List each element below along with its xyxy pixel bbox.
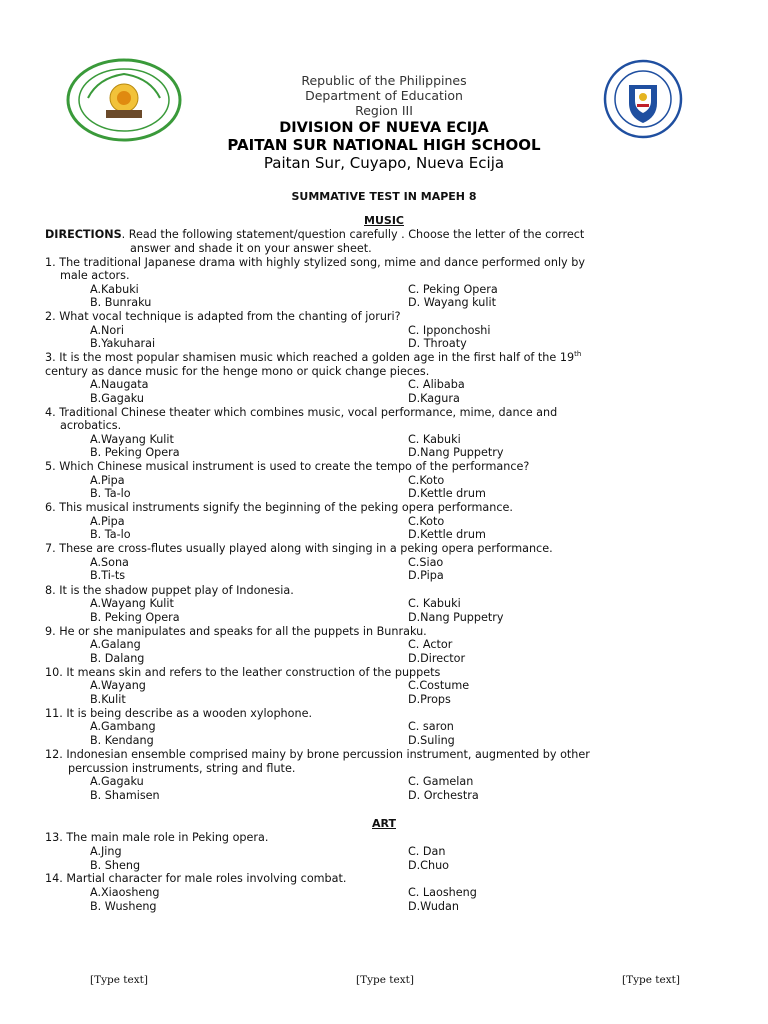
question-7: 7. These are cross-flutes usually played along with singing in a peking opera performance. bbox=[45, 542, 553, 555]
question-4: 4. Traditional Chinese theater which combines music, vocal performance, mime, dance and bbox=[45, 406, 558, 419]
header-republic: Republic of the Philippines bbox=[301, 73, 467, 88]
choice-12a: A.Gagaku bbox=[90, 775, 144, 788]
choice-4c: C. Kabuki bbox=[408, 433, 461, 446]
choice-5c: C.Koto bbox=[408, 474, 445, 487]
choice-3c: C. Alibaba bbox=[408, 378, 465, 391]
choice-14b: B. Wusheng bbox=[90, 900, 157, 913]
choice-7a: A.Sona bbox=[90, 556, 129, 569]
question-3-text: 3. It is the most popular shamisen music which reached a golden age in the first half of the 19 bbox=[45, 351, 575, 364]
choice-7b: B.Ti-ts bbox=[90, 569, 126, 582]
choice-6c: C.Koto bbox=[408, 515, 445, 528]
header-region: Region III bbox=[355, 103, 413, 118]
choice-9d: D.Director bbox=[408, 652, 466, 665]
question-5: 5. Which Chinese musical instrument is used to create the tempo of the performance? bbox=[45, 460, 530, 473]
choice-10b: B.Kulit bbox=[90, 693, 126, 706]
question-6: 6. This musical instruments signify the beginning of the peking opera performance. bbox=[45, 501, 513, 514]
choice-10c: C.Costume bbox=[408, 679, 470, 692]
choice-6d: D.Kettle drum bbox=[408, 528, 486, 541]
choice-6a: A.Pipa bbox=[90, 515, 125, 528]
question-10: 10. It means skin and refers to the leather construction of the puppets bbox=[45, 666, 441, 679]
choice-11a: A.Gambang bbox=[90, 720, 156, 733]
question-12: 12. Indonesian ensemble comprised mainy by brone percussion instrument, augmented by other bbox=[45, 748, 590, 761]
choice-12b: B. Shamisen bbox=[90, 789, 160, 802]
footer-left: [Type text] bbox=[90, 974, 148, 986]
choice-9a: A.Galang bbox=[90, 638, 141, 651]
question-8: 8. It is the shadow puppet play of Indonesia. bbox=[45, 584, 294, 597]
choice-12d: D. Orchestra bbox=[408, 789, 479, 802]
choice-7d: D.Pipa bbox=[408, 569, 444, 582]
choice-4b: B. Peking Opera bbox=[90, 446, 180, 459]
directions-text: . Read the following statement/question carefully . Choose the letter of the correct bbox=[121, 228, 585, 241]
choice-7c: C.Siao bbox=[408, 556, 444, 569]
choice-1b: B. Bunraku bbox=[90, 296, 152, 309]
choice-8a: A.Wayang Kulit bbox=[90, 597, 174, 610]
choice-8c: C. Kabuki bbox=[408, 597, 461, 610]
choice-2b: B.Yakuharai bbox=[90, 337, 156, 350]
header-address: Paitan Sur, Cuyapo, Nueva Ecija bbox=[263, 154, 505, 172]
section-music: MUSIC bbox=[364, 214, 404, 227]
choice-9b: B. Dalang bbox=[90, 652, 145, 665]
choice-13a: A.Jing bbox=[90, 845, 122, 858]
choice-14d: D.Wudan bbox=[408, 900, 459, 913]
header-department: Department of Education bbox=[305, 88, 463, 103]
choice-8d: D.Nang Puppetry bbox=[408, 611, 504, 624]
choice-13c: C. Dan bbox=[408, 845, 446, 858]
question-1: 1. The traditional Japanese drama with highly stylized song, mime and dance performed only by bbox=[45, 256, 585, 269]
question-1-cont: male actors. bbox=[60, 269, 130, 282]
question-12-cont: percussion instruments, string and flute. bbox=[68, 762, 296, 775]
footer-right: [Type text] bbox=[622, 974, 680, 986]
choice-1c: C. Peking Opera bbox=[408, 283, 498, 296]
choice-5b: B. Ta-lo bbox=[90, 487, 131, 500]
superscript-th: th bbox=[574, 350, 582, 358]
choice-5d: D.Kettle drum bbox=[408, 487, 486, 500]
header-division: DIVISION OF NUEVA ECIJA bbox=[279, 120, 489, 136]
choice-1a: A.Kabuki bbox=[90, 283, 139, 296]
choice-9c: C. Actor bbox=[408, 638, 453, 651]
footer-center: [Type text] bbox=[356, 974, 414, 986]
header-school: PAITAN SUR NATIONAL HIGH SCHOOL bbox=[227, 136, 541, 154]
test-title: SUMMATIVE TEST IN MAPEH 8 bbox=[291, 190, 477, 203]
choice-14a: A.Xiaosheng bbox=[90, 886, 160, 899]
choice-6b: B. Ta-lo bbox=[90, 528, 131, 541]
choice-3b: B.Gagaku bbox=[90, 392, 144, 405]
question-2: 2. What vocal technique is adapted from the chanting of joruri? bbox=[45, 310, 401, 323]
section-art: ART bbox=[372, 817, 396, 830]
choice-11d: D.Suling bbox=[408, 734, 455, 747]
choice-12c: C. Gamelan bbox=[408, 775, 474, 788]
choice-4a: A.Wayang Kulit bbox=[90, 433, 174, 446]
question-14: 14. Martial character for male roles involving combat. bbox=[45, 872, 347, 885]
choice-13b: B. Sheng bbox=[90, 859, 141, 872]
choice-13d: D.Chuo bbox=[408, 859, 450, 872]
question-3-cont: century as dance music for the henge mono or quick change pieces. bbox=[45, 365, 430, 378]
choice-1d: D. Wayang kulit bbox=[408, 296, 496, 309]
choice-3a: A.Naugata bbox=[90, 378, 149, 391]
choice-11b: B. Kendang bbox=[90, 734, 154, 747]
directions-label: DIRECTIONS bbox=[45, 228, 122, 241]
question-4-cont: acrobatics. bbox=[60, 419, 122, 432]
directions bbox=[45, 228, 584, 242]
choice-2d: D. Throaty bbox=[408, 337, 467, 350]
choice-4d: D.Nang Puppetry bbox=[408, 446, 504, 459]
question-13: 13. The main male role in Peking opera. bbox=[45, 831, 269, 844]
question-11: 11. It is being describe as a wooden xylophone. bbox=[45, 707, 313, 720]
choice-11c: C. saron bbox=[408, 720, 454, 733]
choice-10d: D.Props bbox=[408, 693, 451, 706]
question-3 bbox=[45, 351, 581, 365]
choice-2c: C. Ipponchoshi bbox=[408, 324, 491, 337]
choice-5a: A.Pipa bbox=[90, 474, 125, 487]
question-9: 9. He or she manipulates and speaks for all the puppets in Bunraku. bbox=[45, 625, 427, 638]
choice-10a: A.Wayang bbox=[90, 679, 146, 692]
directions-text-2: answer and shade it on your answer sheet. bbox=[130, 242, 372, 255]
choice-2a: A.Nori bbox=[90, 324, 124, 337]
choice-14c: C. Laosheng bbox=[408, 886, 477, 899]
choice-8b: B. Peking Opera bbox=[90, 611, 180, 624]
choice-3d: D.Kagura bbox=[408, 392, 460, 405]
